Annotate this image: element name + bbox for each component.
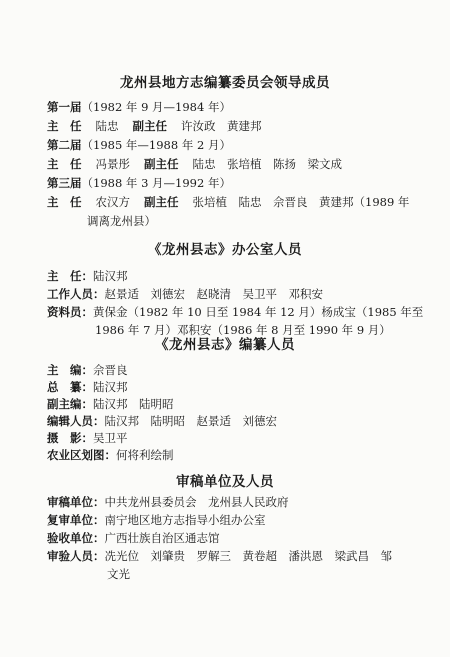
deputy-label: 副主任	[132, 119, 167, 133]
acceptance-text: 广西壮族自治区通志馆	[104, 531, 220, 545]
general-compiler-name: 陆汉邦	[93, 380, 128, 394]
second-review-line	[47, 512, 422, 529]
deputy-editor-line	[47, 396, 422, 413]
reviewers-names: 冼光位 刘肇贵 罗解三 黄卷超 潘洪恩 梁武昌 邹	[104, 549, 392, 563]
chief-editor-line	[47, 362, 422, 379]
archivist-continuation: 1986 年 7 月）邓积安（1986 年 8 月至 1990 年 9 月）	[95, 323, 391, 337]
term-dates: （1982 年 9 月—1984 年）	[81, 100, 231, 114]
agri-map-label: 农业区划图：	[47, 448, 116, 462]
agri-map-credit: 何将利绘制	[116, 448, 174, 462]
deputy-label: 副主任	[144, 157, 179, 171]
reviewers-line	[47, 548, 422, 565]
editors-names: 陆汉邦 陆明昭 赵景适 刘德宏	[104, 414, 277, 428]
deputy-label: 副主任	[144, 195, 179, 209]
archivist-names: 黄保金（1982 年 10 日至 1984 年 12 月）杨成宝（1985 年至	[93, 305, 424, 319]
chief-editor-name: 佘晋良	[93, 363, 128, 377]
director-name: 冯景彤	[95, 157, 130, 171]
section-title-committee: 龙州县地方志编纂委员会领导成员	[120, 75, 330, 91]
chief-editor-label: 主 编：	[47, 363, 93, 377]
editors-line	[47, 413, 422, 430]
term-2-leaders	[47, 156, 422, 173]
section-title-compilers: 《龙州县志》编纂人员	[155, 337, 295, 353]
office-staff-line	[47, 286, 422, 303]
office-director-line	[47, 268, 422, 285]
second-review-text: 南宁地区地方志指导小组办公室	[104, 513, 266, 527]
term-label: 第二届	[47, 138, 82, 152]
term-1-line	[47, 99, 422, 116]
deputy-editor-label: 副主编：	[47, 397, 93, 411]
section-title-office: 《龙州县志》办公室人员	[148, 242, 302, 258]
photography-line	[47, 430, 422, 447]
review-unit-line	[47, 494, 422, 511]
section-title-review: 审稿单位及人员	[176, 474, 274, 490]
general-compiler-label: 总 纂：	[47, 380, 93, 394]
term-1-leaders	[47, 118, 422, 135]
office-director-label: 主 任：	[47, 269, 93, 283]
reviewers-continuation: 文光	[107, 567, 130, 581]
editors-label: 编辑人员：	[47, 414, 105, 428]
term-3-leaders	[47, 194, 422, 211]
acceptance-line	[47, 530, 422, 547]
term-dates: （1985 年—1988 年 2 月）	[81, 138, 231, 152]
director-name: 农汉方	[95, 195, 130, 209]
director-label: 主 任	[47, 195, 82, 209]
photography-name: 吴卫平	[93, 431, 128, 445]
reviewers-label: 审验人员：	[47, 549, 105, 563]
term-3-line	[47, 175, 422, 192]
term-2-line	[47, 137, 422, 154]
archivist-label: 资料员：	[47, 305, 93, 319]
office-staff-names: 赵景适 刘德宏 赵晓清 吴卫平 邓积安	[104, 287, 323, 301]
agri-map-line	[47, 447, 422, 464]
archivist-line	[47, 304, 422, 321]
review-unit-label: 审稿单位：	[47, 495, 105, 509]
deputy-names: 陆忠 张培植 陈扬 梁文成	[192, 157, 342, 171]
review-unit-text: 中共龙州县委员会 龙州县人民政府	[104, 495, 289, 509]
director-label: 主 任	[47, 119, 82, 133]
photography-label: 摄 影：	[47, 431, 93, 445]
office-staff-label: 工作人员：	[47, 287, 105, 301]
term-label: 第一届	[47, 100, 82, 114]
general-compiler-line	[47, 379, 422, 396]
office-director-name: 陆汉邦	[93, 269, 128, 283]
acceptance-label: 验收单位：	[47, 531, 105, 545]
term-label: 第三届	[47, 176, 82, 190]
director-name: 陆忠	[95, 119, 119, 133]
term-3-continuation: 调离龙州县）	[87, 214, 156, 228]
deputy-editor-names: 陆汉邦 陆明昭	[93, 397, 174, 411]
deputy-names: 许汝政 黄建邦	[181, 119, 262, 133]
term-dates: （1988 年 3 月—1992 年）	[81, 176, 231, 190]
director-label: 主 任	[47, 157, 82, 171]
second-review-label: 复审单位：	[47, 513, 105, 527]
deputy-names: 张培植 陆忠 佘晋良 黄建邦（1989 年	[192, 195, 410, 209]
